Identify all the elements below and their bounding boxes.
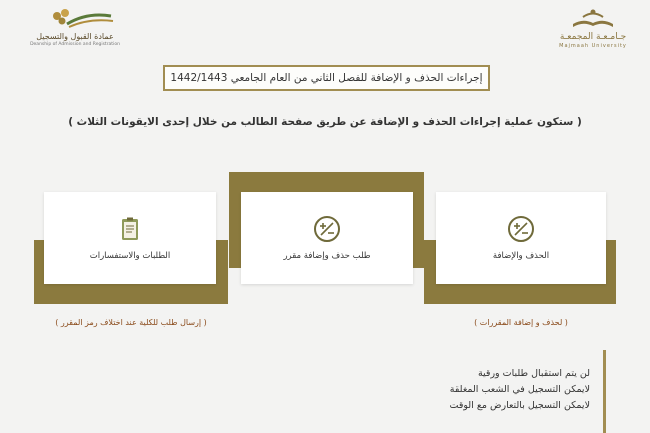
notes-list	[400, 366, 590, 414]
note-add-drop: ( لحذف و إضافة المقررات )	[474, 318, 568, 327]
plus-minus-icon	[313, 215, 341, 243]
card-label-add-drop: الحذف والإضافة	[492, 251, 550, 261]
note-item: لايمكن التسجيل بالتعارض مع الوقت	[449, 400, 590, 411]
card-label-request: طلب حذف وإضافة مقرر	[283, 251, 371, 261]
page-subtitle: ( ستكون عملية إجراءات الحذف و الإضافة عن طريق صفحة الطالب من خلال إحدى الايقونات الثلاث )	[68, 116, 582, 128]
note-requests: ( إرسال طلب للكلية عند اختلاف رمز المقرر )	[55, 318, 207, 327]
card-label-requests: الطلبات والاستفسارات	[89, 251, 171, 261]
university-name-arabic: جـامـعـة المجمعـة	[559, 32, 627, 42]
notes-divider	[603, 350, 606, 433]
university-name-english: Majmaah University	[559, 43, 627, 49]
deanship-name-english: Deanship of Admission and Registration	[30, 42, 120, 47]
clipboard-icon	[116, 215, 144, 243]
university-logo	[548, 6, 638, 52]
flowers-logo-icon	[35, 6, 115, 32]
deanship-logo	[20, 6, 130, 56]
deanship-name-arabic: عمادة القبول والتسجيل	[36, 32, 114, 41]
card-requests-inquiries[interactable]	[44, 192, 216, 284]
card-request-add-drop[interactable]	[241, 192, 413, 284]
page-title: إجراءات الحذف و الإضافة للفصل الثاني من العام الجامعي 1442/1443	[163, 65, 490, 91]
note-item: لن يتم استقبال طلبات ورقية	[477, 368, 590, 379]
note-item: لايمكن التسجيل في الشعب المغلقة	[449, 384, 590, 395]
book-logo-icon	[569, 6, 617, 32]
card-add-drop[interactable]	[436, 192, 606, 284]
plus-minus-icon	[507, 215, 535, 243]
